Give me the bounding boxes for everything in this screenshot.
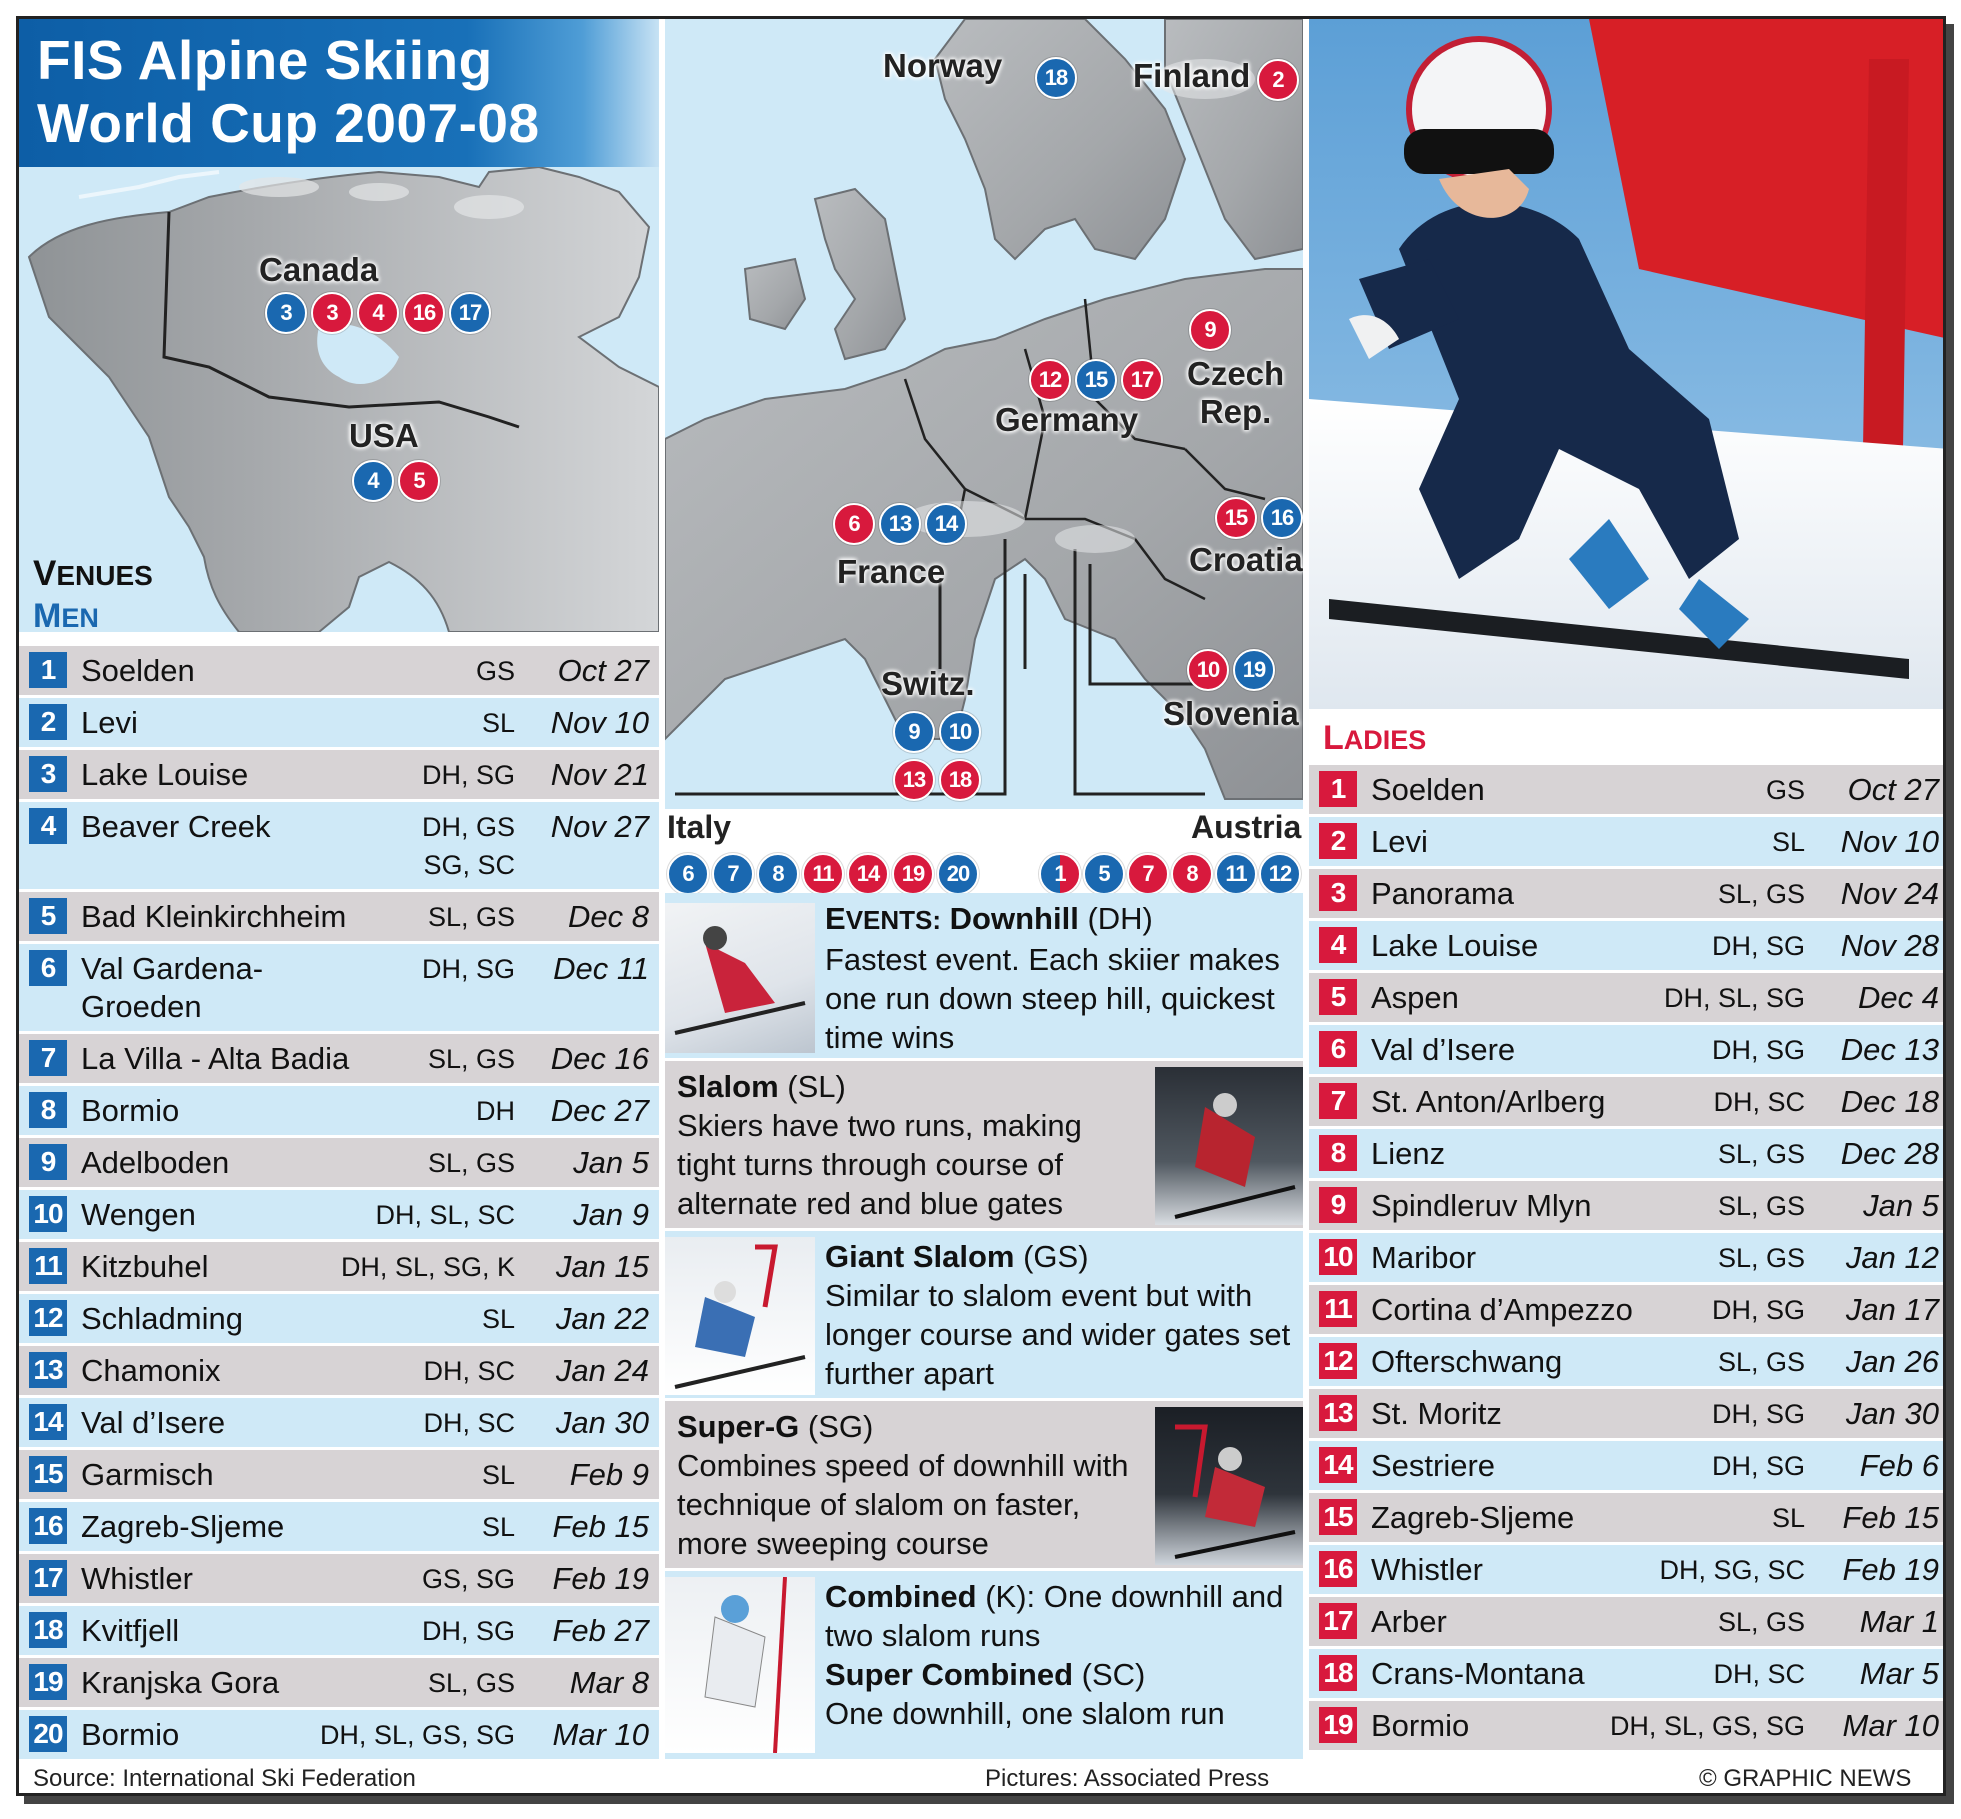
race-number: 14 (1319, 1447, 1357, 1483)
table-row (19, 802, 659, 892)
event-super-g (665, 1401, 1303, 1571)
race-number: 15 (1319, 1499, 1357, 1535)
venue-name: Adelboden (81, 1145, 230, 1180)
venue-name: Aspen (1371, 980, 1459, 1015)
race-marker: 13 (879, 503, 921, 545)
race-events: SL (481, 1460, 515, 1490)
venue-name: Val d’Isere (81, 1405, 226, 1440)
venue-name: Bad Kleinkirchheim (81, 899, 347, 934)
table-row (1309, 765, 1946, 817)
race-marker: 11 (802, 853, 844, 895)
source-note: Source: International Ski Federation (33, 1765, 416, 1792)
race-date: Dec 27 (550, 1093, 649, 1128)
race-marker: 4 (352, 460, 394, 502)
race-date: Mar 5 (1859, 1656, 1939, 1691)
race-events: DH, SL, GS, SG (1609, 1711, 1805, 1741)
venue-name: Bormio (81, 1717, 180, 1752)
race-number: 19 (29, 1664, 67, 1700)
race-number: 2 (29, 704, 67, 740)
table-row (19, 1502, 659, 1554)
table-row (1309, 1597, 1946, 1649)
race-marker: 12 (1259, 853, 1301, 895)
table-row (1309, 1493, 1946, 1545)
venues-heading: VENUES (33, 554, 153, 593)
race-date: Nov 10 (1840, 824, 1939, 859)
race-marker: 9 (893, 711, 935, 753)
event-giant-slalom (665, 1231, 1303, 1401)
race-date: Mar 8 (569, 1665, 649, 1700)
race-date: Oct 27 (557, 653, 649, 688)
table-row (19, 646, 659, 698)
race-events: SL (481, 1512, 515, 1542)
race-date: Nov 10 (550, 705, 649, 740)
race-number: 6 (29, 950, 67, 986)
slalom-skier-photo (1155, 1067, 1303, 1225)
race-number: 13 (1319, 1395, 1357, 1431)
left-column (19, 19, 659, 1792)
table-row (19, 1554, 659, 1606)
pictures-credit: Pictures: Associated Press (985, 1765, 1270, 1792)
race-number: 2 (1319, 823, 1357, 859)
race-marker: 14 (847, 853, 889, 895)
right-column (1309, 19, 1946, 1792)
country-label-france: France (837, 553, 946, 590)
venue-name: St. Moritz (1371, 1396, 1502, 1431)
race-number: 15 (29, 1456, 67, 1492)
table-row (1309, 817, 1946, 869)
table-row (19, 1242, 659, 1294)
venue-name: St. Anton/Arlberg (1371, 1084, 1606, 1119)
downhill-description: EVENTS: Downhill (DH) Fastest event. Each skiier makes one run down steep hill, quickest time wins (825, 901, 1280, 1055)
giant-slalom-skier-photo (665, 1237, 815, 1395)
race-events: DH, SG (1711, 1399, 1805, 1429)
race-marker: 5 (398, 460, 440, 502)
race-marker: 19 (1233, 649, 1275, 691)
events-panel (665, 893, 1303, 1759)
race-number: 12 (1319, 1343, 1357, 1379)
country-label-canada: Canada (259, 251, 379, 288)
race-number: 4 (29, 808, 67, 844)
race-number: 5 (29, 898, 67, 934)
race-events: SL, GS (1717, 879, 1805, 909)
race-number: 8 (1319, 1135, 1357, 1171)
venue-name: Chamonix (81, 1353, 221, 1388)
race-date: Jan 5 (573, 1145, 649, 1180)
race-marker: 19 (892, 853, 934, 895)
giant-slalom-description: Giant Slalom (GS) Similar to slalom event but with longer course and wider gates set further apart (825, 1239, 1291, 1391)
race-number: 14 (29, 1404, 67, 1440)
race-events: SL (1771, 1503, 1805, 1533)
race-events: DH, SC (423, 1356, 515, 1386)
venue-name: Levi (81, 705, 138, 740)
race-date: Jan 9 (573, 1197, 649, 1232)
country-label-germany: Germany (995, 401, 1139, 438)
race-date: Feb 19 (1842, 1552, 1939, 1587)
table-row (1309, 1285, 1946, 1337)
race-date: Dec 28 (1840, 1136, 1939, 1171)
ladies-skier-photo (1309, 19, 1946, 709)
race-date: Feb 19 (552, 1561, 649, 1596)
table-row (19, 1346, 659, 1398)
race-events: SL, GS (427, 902, 515, 932)
france-race-markers (833, 503, 967, 545)
race-events: SL (481, 1304, 515, 1334)
ladies-heading: LADIES (1323, 719, 1427, 757)
venue-name: Wengen (81, 1197, 196, 1232)
race-number: 10 (1319, 1239, 1357, 1275)
race-number: 11 (29, 1248, 67, 1284)
usa-race-markers (352, 460, 440, 502)
event-slalom (665, 1061, 1303, 1231)
table-row (19, 1086, 659, 1138)
table-row (19, 698, 659, 750)
table-row (1309, 1545, 1946, 1597)
venue-name: La Villa - Alta Badia (81, 1041, 350, 1076)
race-number: 16 (29, 1508, 67, 1544)
venue-name: Sestriere (1371, 1448, 1496, 1483)
germany-race-markers (1029, 359, 1163, 401)
race-events: DH, SG (1711, 931, 1805, 961)
race-events: SL, GS (1717, 1607, 1805, 1637)
race-number: 11 (1319, 1291, 1357, 1327)
copyright-credit: © GRAPHIC NEWS (1699, 1765, 1912, 1792)
race-marker: 16 (1261, 497, 1303, 539)
table-row (1309, 1025, 1946, 1077)
table-row (19, 1450, 659, 1502)
super-g-skier-photo (1155, 1407, 1303, 1565)
race-date: Mar 10 (552, 1717, 649, 1752)
race-date: Mar 1 (1859, 1604, 1939, 1639)
country-label-austria: Austria (1191, 809, 1302, 845)
race-date: Jan 30 (1845, 1396, 1939, 1431)
country-label-czech: Czech Rep. (1187, 355, 1285, 430)
race-marker: 15 (1215, 497, 1257, 539)
venue-name: Panorama (1371, 876, 1515, 911)
race-events: SL, GS (427, 1668, 515, 1698)
race-events: DH, SG, SC (1659, 1555, 1805, 1585)
race-marker: 20 (937, 853, 979, 895)
race-date: Feb 27 (552, 1613, 649, 1648)
race-marker: 16 (403, 292, 445, 334)
ladies-schedule-table (1309, 765, 1946, 1753)
race-events: DH, SC (1713, 1087, 1805, 1117)
race-number: 12 (29, 1300, 67, 1336)
race-date: Dec 4 (1858, 980, 1939, 1015)
race-number: 8 (29, 1092, 67, 1128)
table-row (19, 1190, 659, 1242)
race-date: Jan 15 (555, 1249, 649, 1284)
title-line-1: FIS Alpine Skiing (37, 29, 493, 91)
race-number: 3 (29, 756, 67, 792)
race-date: Dec 13 (1840, 1032, 1939, 1067)
race-number: 1 (1319, 771, 1357, 807)
race-events: SL, GS (1717, 1347, 1805, 1377)
race-number: 9 (29, 1144, 67, 1180)
super-g-description: Super-G (SG) Combines speed of downhill with technique of slalom on faster, more sweeping course (677, 1409, 1129, 1561)
men-schedule-table (19, 646, 659, 1762)
country-label-norway: Norway (883, 47, 1003, 84)
race-marker: 14 (925, 503, 967, 545)
venue-name: Levi (1371, 824, 1428, 859)
race-number: 20 (29, 1716, 67, 1752)
race-marker: 17 (1121, 359, 1163, 401)
race-marker: 6 (667, 853, 709, 895)
race-date: Dec 18 (1840, 1084, 1939, 1119)
table-row (19, 750, 659, 802)
race-date: Feb 6 (1859, 1448, 1939, 1483)
race-marker: 1 (1039, 853, 1081, 895)
race-date: Dec 8 (568, 899, 649, 934)
race-marker: 4 (357, 292, 399, 334)
race-marker: 6 (833, 503, 875, 545)
race-events: DH, SG (421, 1616, 515, 1646)
race-number: 18 (29, 1612, 67, 1648)
race-number: 7 (29, 1040, 67, 1076)
table-row (1309, 1129, 1946, 1181)
table-row (19, 1710, 659, 1762)
country-label-finland: Finland (1133, 57, 1251, 94)
race-date: Dec 11 (553, 951, 649, 986)
venue-name: Whistler (81, 1561, 193, 1596)
table-row (1309, 869, 1946, 921)
race-events: SL (1771, 827, 1805, 857)
venue-name: Crans-Montana (1371, 1656, 1585, 1691)
race-marker: 7 (712, 853, 754, 895)
table-row (1309, 1077, 1946, 1129)
race-date: Feb 15 (1842, 1500, 1939, 1535)
italy-race-markers (667, 853, 979, 895)
table-row (1309, 973, 1946, 1025)
venue-name: Bormio (81, 1093, 180, 1128)
race-date: Feb 15 (552, 1509, 649, 1544)
slovenia-race-markers (1187, 649, 1275, 691)
europe-map (665, 19, 1303, 809)
race-number: 5 (1319, 979, 1357, 1015)
canada-race-markers (265, 292, 491, 334)
race-date: Mar 10 (1842, 1708, 1939, 1743)
event-downhill (665, 893, 1303, 1061)
race-events: GS (1765, 775, 1805, 805)
norway-race-markers (1035, 57, 1077, 99)
race-marker: 18 (1035, 57, 1077, 99)
race-events: DH, SC (423, 1408, 515, 1438)
venue-name: Zagreb-Sljeme (1371, 1500, 1575, 1535)
venue-name: Lienz (1371, 1136, 1446, 1171)
venue-name: Lake Louise (1371, 928, 1539, 963)
table-row (1309, 1649, 1946, 1701)
combined-description: Combined (K): One downhill and two slalom runs Super Combined (SC) One downhill, one slalom run (825, 1579, 1284, 1731)
venue-name: Cortina d’Ampezzo (1371, 1292, 1633, 1327)
race-events: DH, SG (1711, 1451, 1805, 1481)
table-row (1309, 1389, 1946, 1441)
country-label-italy: Italy (667, 809, 732, 845)
venue-name: Soelden (1371, 772, 1485, 807)
race-date: Nov 27 (550, 809, 649, 844)
czech-race-markers (1189, 309, 1231, 351)
table-row (1309, 1701, 1946, 1753)
table-row (19, 1398, 659, 1450)
switzerland-race-markers (893, 711, 989, 801)
venue-name: Zagreb-Sljeme (81, 1509, 285, 1544)
race-events: SL, GS (1717, 1191, 1805, 1221)
race-marker: 18 (939, 759, 981, 801)
race-events: SL (481, 708, 515, 738)
race-date: Nov 24 (1840, 876, 1939, 911)
table-row (19, 892, 659, 944)
race-date: Jan 12 (1845, 1240, 1939, 1275)
race-events: DH, SC (1713, 1659, 1805, 1689)
race-events: DH, SL, SC (375, 1200, 515, 1230)
race-marker: 8 (757, 853, 799, 895)
men-heading: MEN (33, 597, 99, 635)
race-date: Oct 27 (1847, 772, 1939, 807)
race-events: DH, SL, SG, K (340, 1252, 515, 1282)
race-marker: 7 (1127, 853, 1169, 895)
race-date: Jan 22 (555, 1301, 649, 1336)
race-events: SL, GS (1717, 1139, 1805, 1169)
race-events: SL, GS (427, 1148, 515, 1178)
race-events: DH, SG (421, 954, 515, 984)
race-events: DH, SG (421, 760, 515, 790)
table-row (1309, 1337, 1946, 1389)
table-row (19, 1034, 659, 1086)
table-row (19, 944, 659, 1034)
table-row (1309, 1233, 1946, 1285)
race-events: SL, GS (1717, 1243, 1805, 1273)
race-marker: 10 (1187, 649, 1229, 691)
race-number: 3 (1319, 875, 1357, 911)
venue-name: Kranjska Gora (81, 1665, 280, 1700)
table-row (19, 1658, 659, 1710)
race-number: 13 (29, 1352, 67, 1388)
infographic (16, 16, 1946, 1796)
race-events: DH (476, 1096, 515, 1126)
race-marker: 2 (1257, 59, 1299, 101)
downhill-skier-photo (665, 903, 815, 1053)
race-date: Jan 5 (1863, 1188, 1939, 1223)
race-number: 10 (29, 1196, 67, 1232)
venue-name: Kitzbuhel (81, 1249, 209, 1284)
combined-skier-photo (665, 1577, 815, 1753)
venue-name: Garmisch (81, 1457, 214, 1492)
country-label-croatia: Croatia (1189, 541, 1303, 578)
venue-name: Kvitfjell (81, 1613, 180, 1648)
venue-name: Arber (1371, 1604, 1447, 1639)
race-marker: 13 (893, 759, 935, 801)
venue-name: Beaver Creek (81, 809, 271, 844)
race-marker: 17 (449, 292, 491, 334)
race-marker: 8 (1171, 853, 1213, 895)
table-row (1309, 1181, 1946, 1233)
race-marker: 11 (1215, 853, 1257, 895)
race-date: Nov 21 (550, 757, 649, 792)
event-combined (665, 1571, 1303, 1759)
race-date: Jan 17 (1845, 1292, 1939, 1327)
table-row (19, 1606, 659, 1658)
table-row (19, 1294, 659, 1346)
race-events: GS (475, 656, 515, 686)
race-date: Feb 9 (569, 1457, 649, 1492)
race-date: Jan 26 (1845, 1344, 1939, 1379)
venue-name: Val d’Isere (1371, 1032, 1516, 1067)
race-number: 18 (1319, 1655, 1357, 1691)
race-number: 16 (1319, 1551, 1357, 1587)
austria-race-markers (1039, 853, 1301, 895)
race-date: Jan 24 (555, 1353, 649, 1388)
title-line-2: World Cup 2007-08 (37, 92, 540, 154)
venue-name: Schladming (81, 1301, 243, 1336)
race-events: GS, SG (421, 1564, 515, 1594)
race-events: DH, SG (1711, 1295, 1805, 1325)
table-row (19, 1138, 659, 1190)
race-marker: 15 (1075, 359, 1117, 401)
race-marker: 3 (311, 292, 353, 334)
race-number: 4 (1319, 927, 1357, 963)
race-marker: 12 (1029, 359, 1071, 401)
race-marker: 3 (265, 292, 307, 334)
race-events: DH, SL, SG (1663, 983, 1805, 1013)
race-marker: 10 (939, 711, 981, 753)
country-label-usa: USA (349, 417, 419, 454)
race-events: DH, SG (1711, 1035, 1805, 1065)
country-label-slovenia: Slovenia (1163, 695, 1299, 732)
middle-column (665, 19, 1303, 1792)
race-events: DH, GS SG, SC (421, 812, 515, 880)
venue-name: Ofterschwang (1371, 1344, 1563, 1379)
race-marker: 5 (1083, 853, 1125, 895)
finland-race-markers (1257, 59, 1299, 101)
race-events: SL, GS (427, 1044, 515, 1074)
venue-name: Bormio (1371, 1708, 1470, 1743)
venue-name: Lake Louise (81, 757, 249, 792)
race-date: Dec 16 (550, 1041, 649, 1076)
venue-name: Maribor (1371, 1240, 1477, 1275)
race-number: 7 (1319, 1083, 1357, 1119)
race-number: 19 (1319, 1707, 1357, 1743)
venue-name: Soelden (81, 653, 195, 688)
croatia-race-markers (1215, 497, 1303, 539)
race-date: Jan 30 (555, 1405, 649, 1440)
race-marker: 9 (1189, 309, 1231, 351)
venue-name: Whistler (1371, 1552, 1483, 1587)
title-banner (19, 19, 659, 167)
race-date: Nov 28 (1840, 928, 1939, 963)
venue-name: Val Gardena- Groeden (81, 951, 264, 1024)
venue-name: Spindleruv Mlyn (1371, 1188, 1592, 1223)
table-row (1309, 1441, 1946, 1493)
race-number: 17 (1319, 1603, 1357, 1639)
race-number: 6 (1319, 1031, 1357, 1067)
country-label-switzerland: Switz. (881, 665, 975, 702)
race-number: 9 (1319, 1187, 1357, 1223)
race-events: DH, SL, GS, SG (319, 1720, 515, 1750)
table-row (1309, 921, 1946, 973)
race-number: 1 (29, 652, 67, 688)
slalom-description: Slalom (SL) Skiers have two runs, making tight turns through course of alternate red and blue gates (677, 1069, 1082, 1221)
race-number: 17 (29, 1560, 67, 1596)
